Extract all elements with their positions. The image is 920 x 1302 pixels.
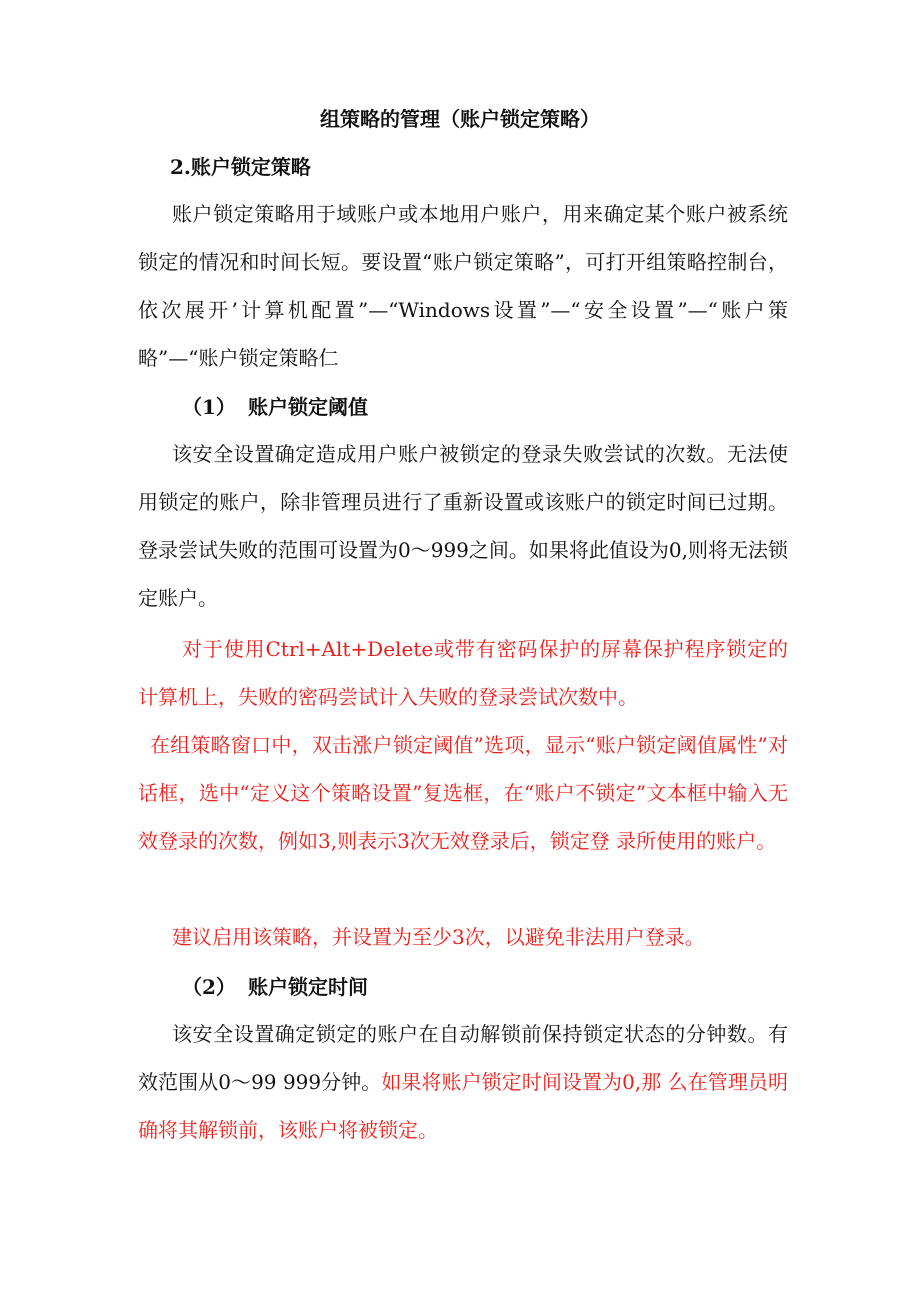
subsection-2-paragraph: [138, 1010, 788, 1154]
subsection-2-paragraph-black: 该安全设置确定锁定的账户在自动解锁前保持锁定状态的分钟数。有效范围从0〜99 999分钟。: [138, 1022, 788, 1094]
subsection-1-number: （1）: [182, 395, 236, 419]
subsection-2-heading: [182, 972, 368, 1002]
subsection-1-title: 账户锁定阈值: [248, 395, 368, 419]
subsection-2-number: （2）: [182, 975, 236, 999]
subsection-1-red-paragraph-2: 在组策略窗口中，双击涨户锁定阈值”选项，显示“账户锁定阈值属性”对话框，选中“定义这个策略设置”复选框，在“账户不锁定”文本框中输入无效登录的次数，例如3,则表示3次无效登录后，锁定登 录所使用的账户。: [138, 733, 788, 853]
section-heading: 2.账户锁定策略: [170, 155, 311, 179]
subsection-1-red-paragraph-3: 建议启用该策略，并设置为至少3次，以避免非法用户登录。: [172, 925, 705, 949]
subsection-1-red-paragraph-1: 对于使用Ctrl+Alt+Delete或带有密码保护的屏幕保护程序锁定的计算机上，失败的密码尝试计入失败的登录尝试次数中。: [138, 637, 788, 709]
subsection-2-paragraph-red: 如果将账户锁定时间设置为0,那 么在管理员明确将其解锁前，该账户将被锁定。: [138, 1070, 788, 1142]
subsection-1-paragraph: 该安全设置确定造成用户账户被锁定的登录失败尝试的次数。无法使用锁定的账户，除非管理员进行了重新设置或该账户的锁定时间已过期。登录尝试失败的范围可设置为0〜999之间。如果将此值设为0,则将无法锁定账户。: [138, 442, 788, 610]
subsection-1-heading: [182, 392, 368, 422]
document-title: 组策略的管理（账户锁定策略）: [320, 107, 600, 131]
subsection-2-title: 账户锁定时间: [248, 975, 368, 999]
intro-paragraph: 账户锁定策略用于域账户或本地用户账户，用来确定某个账户被系统锁定的情况和时间长短。要设置“账户锁定策略”，可打开组策略控制台，依次展开’计算机配置”—“Windows设置”—“安全设置”—“账户策略”—“账户锁定策略仁: [138, 202, 788, 370]
